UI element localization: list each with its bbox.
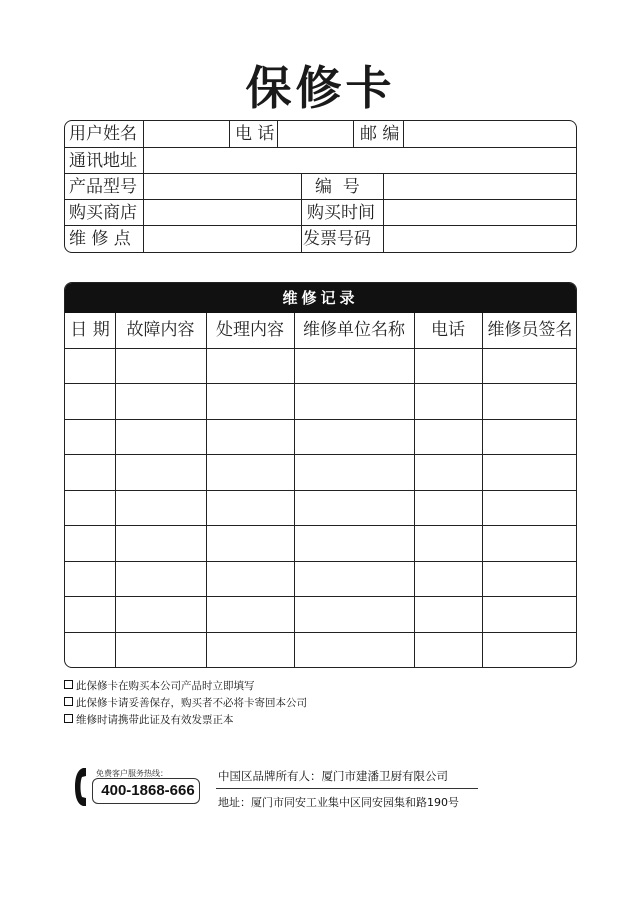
repair-record-title: 维修记录 [65,283,576,313]
brand-owner: 中国区品牌所有人：厦门市建潘卫厨有限公司 [218,769,448,783]
hotline-label: 免费客户服务热线： [96,769,168,778]
grid-row-line [65,348,576,349]
note-item: 此保修卡在购买本公司产品时立即填写 [64,678,307,695]
company-divider [216,788,478,789]
card-title: 保修卡 [245,61,396,115]
postcode-label: 邮 编 [360,124,400,144]
service-hotline [74,764,200,808]
service-point-label: 维 修 点 [69,229,131,249]
info-row-store [65,199,576,226]
grid-row-line [65,454,576,455]
purchase-time-label: 购买时间 [307,203,375,223]
grid-row-line [65,383,576,384]
header-phone: 电话 [431,320,465,340]
grid-row-line [65,632,576,633]
serial-label: 编 号 [315,177,360,197]
header-handling: 处理内容 [216,320,284,340]
grid-row-line [65,596,576,597]
square-bullet-icon [64,697,73,706]
header-date: 日 期 [70,320,110,340]
model-label: 产品型号 [69,177,137,197]
info-row-model [65,173,576,200]
invoice-label: 发票号码 [303,229,371,249]
header-repair-unit: 维修单位名称 [303,320,405,340]
grid-row-line [65,525,576,526]
square-bullet-icon [64,680,73,689]
info-row-address [65,147,576,174]
note-item: 维修时请携带此证及有效发票正本 [64,712,307,729]
name-label: 用户姓名 [69,124,137,144]
customer-info-table [64,120,577,253]
phone-handset-icon [74,766,90,808]
grid-row-line [65,419,576,420]
repair-record-header [65,313,576,348]
info-row-name [65,121,576,147]
hotline-number-box [92,778,200,804]
info-row-service [65,225,576,253]
grid-row-line [65,490,576,491]
store-label: 购买商店 [69,203,137,223]
hotline-number: 400-1868-666 [101,782,195,799]
square-bullet-icon [64,714,73,723]
repair-record-table [64,282,577,668]
header-technician-signature: 维修员签名 [487,320,573,340]
note-item: 此保修卡请妥善保存，购买者不必将卡寄回本公司 [64,695,307,712]
header-fault: 故障内容 [126,320,195,340]
notes [64,678,307,729]
phone-label: 电 话 [235,124,275,144]
address-label: 通讯地址 [69,151,137,171]
company-address: 地址：厦门市同安工业集中区同安园集和路190号 [218,796,459,809]
grid-row-line [65,561,576,562]
